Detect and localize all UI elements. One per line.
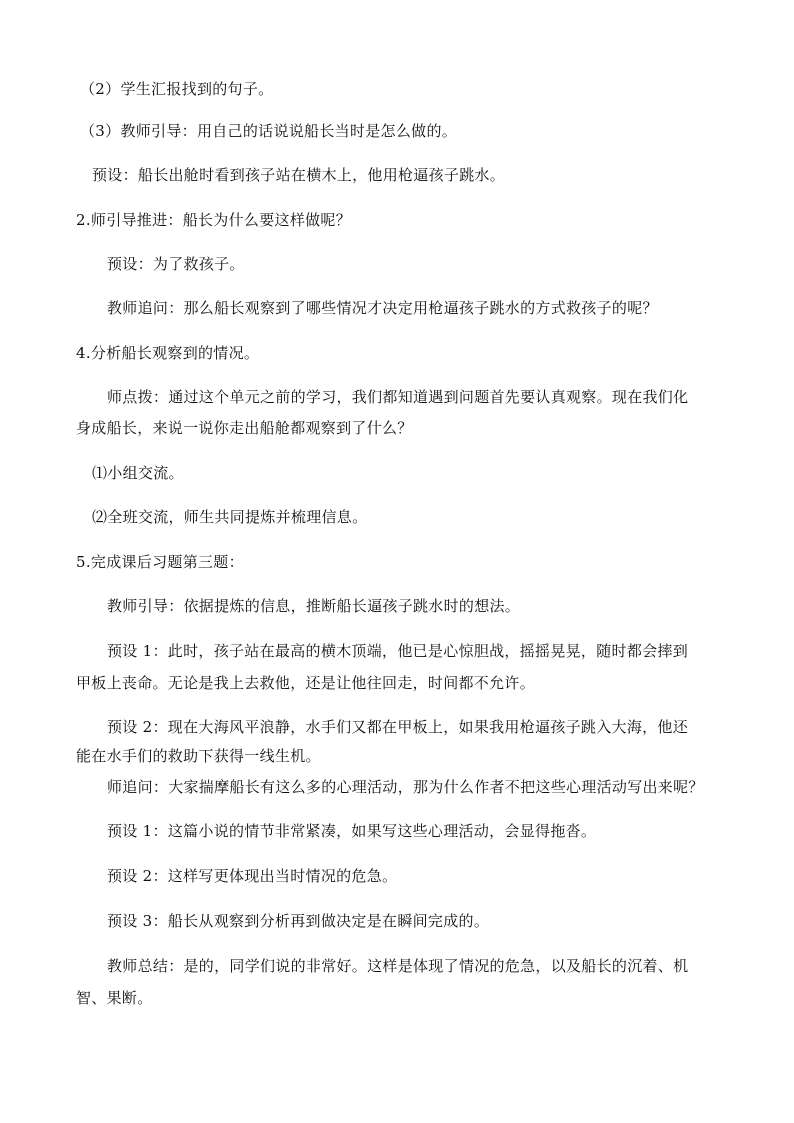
text-line: 师追问：大家揣摩船长有这么多的心理活动，那为什么作者不把这些心理活动写出来呢？ [107, 778, 704, 796]
text-line: 教师引导：依据提炼的信息，推断船长逼孩子跳水时的想法。 [107, 597, 521, 615]
text-line: 2.师引导推进：船长为什么要这样做呢？ [76, 211, 352, 229]
text-line: ⑵全班交流，师生共同提炼并梳理信息。 [92, 508, 368, 526]
text-line: 预设 1：这篇小说的情节非常紧凑，如果写这些心理活动，会显得拖沓。 [107, 822, 597, 840]
text-line: 能在水手们的救助下获得一线生机。 [76, 747, 321, 765]
text-line: 智、果断。 [76, 989, 153, 1007]
text-line: 预设 2：现在大海风平浪静，水手们又都在甲板上，如果我用枪逼孩子跳入大海，他还 [107, 718, 689, 736]
text-line: 教师追问：那么船长观察到了哪些情况才决定用枪逼孩子跳水的方式救孩子的呢？ [107, 299, 658, 317]
text-line: 教师总结：是的，同学们说的非常好。这样是体现了情况的危急，以及船长的沉着、机 [107, 957, 689, 975]
text-line: 预设：船长出舱时看到孩子站在横木上，他用枪逼孩子跳水。 [92, 166, 506, 184]
text-line: ⑴小组交流。 [92, 464, 184, 482]
text-line: （3）教师引导：用自己的话说说船长当时是怎么做的。 [80, 122, 458, 140]
text-line: 师点拨：通过这个单元之前的学习，我们都知道遇到问题首先要认真观察。现在我们化 [107, 388, 689, 406]
text-line: 预设 2：这样写更体现出当时情况的危急。 [107, 867, 398, 885]
text-line: 4.分析船长观察到的情况。 [76, 344, 260, 362]
text-line: 甲板上丧命。无论是我上去救他，还是让他往回走，时间都不允许。 [76, 674, 536, 692]
text-line: 身成船长，来说一说你走出船舱都观察到了什么？ [76, 419, 413, 437]
text-line: 预设 1：此时，孩子站在最高的横木顶端，他已是心惊胆战，摇摇晃晃，随时都会摔到 [107, 642, 689, 660]
text-line: 5.完成课后习题第三题： [76, 553, 244, 571]
text-line: 预设 3：船长从观察到分析再到做决定是在瞬间完成的。 [107, 912, 490, 930]
text-line: 预设：为了救孩子。 [107, 255, 245, 273]
text-line: （2）学生汇报找到的句子。 [80, 80, 274, 98]
